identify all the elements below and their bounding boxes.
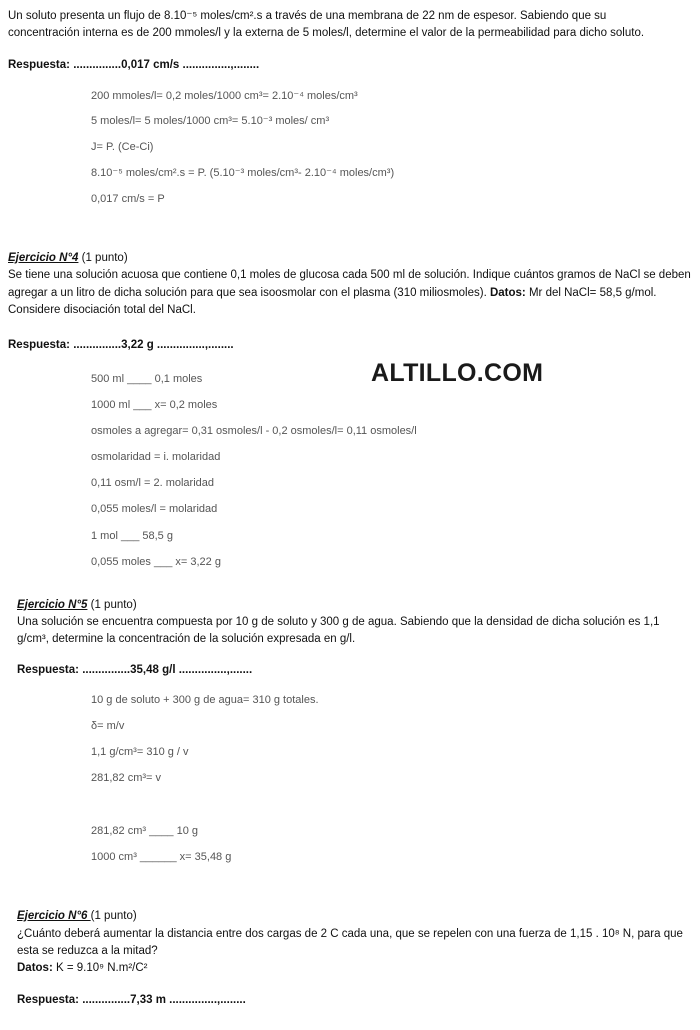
work-line: 281,82 cm³= v: [91, 772, 162, 784]
ex5-statement-line: g/cm³, determine la concentración de la solución expresada en g/l.: [17, 633, 356, 645]
datos-label: Datos:: [17, 962, 53, 974]
work-line: 0,11 osm/l = 2. molaridad: [91, 477, 214, 489]
ex4-answer: [8, 338, 234, 352]
work-line: 0,017 cm/s = P: [91, 193, 165, 205]
answer-value: ...............0,017 cm/s ...............,........: [70, 59, 260, 71]
ex5-heading: [17, 598, 137, 612]
ex3-statement-line: concentración interna es de 200 mmoles/l y la externa de 5 moles/l, determine el valor de la permeabilidad para dicho soluto.: [8, 27, 645, 39]
ex6-answer: [17, 993, 246, 1007]
work-line: osmoles a agregar= 0,31 osmoles/l - 0,2 osmoles/l= 0,11 osmoles/l: [91, 425, 417, 437]
work-line: 0,055 moles/l = molaridad: [91, 503, 218, 515]
ex3-answer: [8, 58, 259, 72]
work-line: 200 mmoles/l= 0,2 moles/1000 cm³= 2.10⁻⁴ moles/cm³: [91, 90, 358, 102]
exercise-points: (1 punto): [78, 252, 128, 264]
work-line: 0,055 moles ___ x= 3,22 g: [91, 556, 221, 568]
work-line: 8.10⁻⁵ moles/cm².s = P. (5.10⁻³ moles/cm³- 2.10⁻⁴ moles/cm³): [91, 167, 395, 179]
work-line: δ= m/v: [91, 720, 125, 732]
answer-label: Respuesta:: [8, 59, 70, 71]
work-line: J= P. (Ce-Ci): [91, 141, 154, 153]
work-line: 500 ml ____ 0,1 moles: [91, 373, 203, 385]
ex6-heading: [17, 909, 137, 923]
ex3-statement-line: Un soluto presenta un flujo de 8.10⁻⁵ moles/cm².s a través de una membrana de 22 nm de espesor. Sabiendo que su: [8, 10, 607, 22]
datos-value: K = 9.10⁹ N.m²/C²: [52, 962, 148, 974]
work-line: 1,1 g/cm³= 310 g / v: [91, 746, 189, 758]
ex5-statement-line: Una solución se encuentra compuesta por 10 g de soluto y 300 g de agua. Sabiendo que la densidad de dicha solución es 1,1: [17, 616, 660, 628]
ex4-statement-line: Considere disociación total del NaCl.: [8, 304, 196, 316]
exercise-title: Ejercicio N°6: [17, 910, 91, 922]
ex6-statement-line: ¿Cuánto deberá aumentar la distancia entre dos cargas de 2 C cada una, que se repelen con una fuerza de 1,15 . 10⁸ N, para que: [17, 928, 683, 940]
datos-label: Datos:: [489, 287, 526, 299]
exercise-title: Ejercicio N°4: [8, 252, 79, 264]
work-line: 10 g de soluto + 300 g de agua= 310 g totales.: [91, 694, 319, 706]
ex5-answer: [17, 663, 252, 677]
work-line: 1000 cm³ ______ x= 35,48 g: [91, 851, 232, 863]
statement-text: agregar a un litro de dicha solución para que sea isoosmolar con el plasma (310 miliosmoles).: [8, 287, 490, 299]
answer-value: ...............7,33 m ...............,........: [79, 994, 246, 1006]
work-line: 281,82 cm³ ____ 10 g: [91, 825, 199, 837]
work-line: 1000 ml ___ x= 0,2 moles: [91, 399, 218, 411]
answer-value: ...............3,22 g ...............,........: [70, 339, 234, 351]
answer-label: Respuesta:: [17, 664, 79, 676]
ex4-statement-line: Se tiene una solución acuosa que contiene 0,1 moles de glucosa cada 500 ml de solución. Indique cuántos gramos de NaCl se deben: [8, 269, 691, 281]
work-line: osmolaridad = i. molaridad: [91, 451, 221, 463]
answer-value: ...............35,48 g/l ...............,.......: [79, 664, 253, 676]
work-line: 1 mol ___ 58,5 g: [91, 530, 173, 542]
ex4-heading: [8, 251, 128, 265]
work-line: 5 moles/l= 5 moles/1000 cm³= 5.10⁻³ moles/ cm³: [91, 115, 330, 127]
watermark: ALTILLO.COM: [371, 359, 544, 387]
exercise-points: (1 punto): [90, 910, 137, 922]
datos-value: Mr del NaCl= 58,5 g/mol.: [525, 287, 657, 299]
answer-label: Respuesta:: [17, 994, 79, 1006]
answer-label: Respuesta:: [8, 339, 70, 351]
exercise-title: Ejercicio N°5: [17, 599, 88, 611]
ex6-statement-line: esta se reduzca a la mitad?: [17, 945, 158, 957]
ex4-statement-line: [8, 286, 656, 300]
ex6-datos: [17, 961, 148, 975]
exercise-points: (1 punto): [87, 599, 137, 611]
